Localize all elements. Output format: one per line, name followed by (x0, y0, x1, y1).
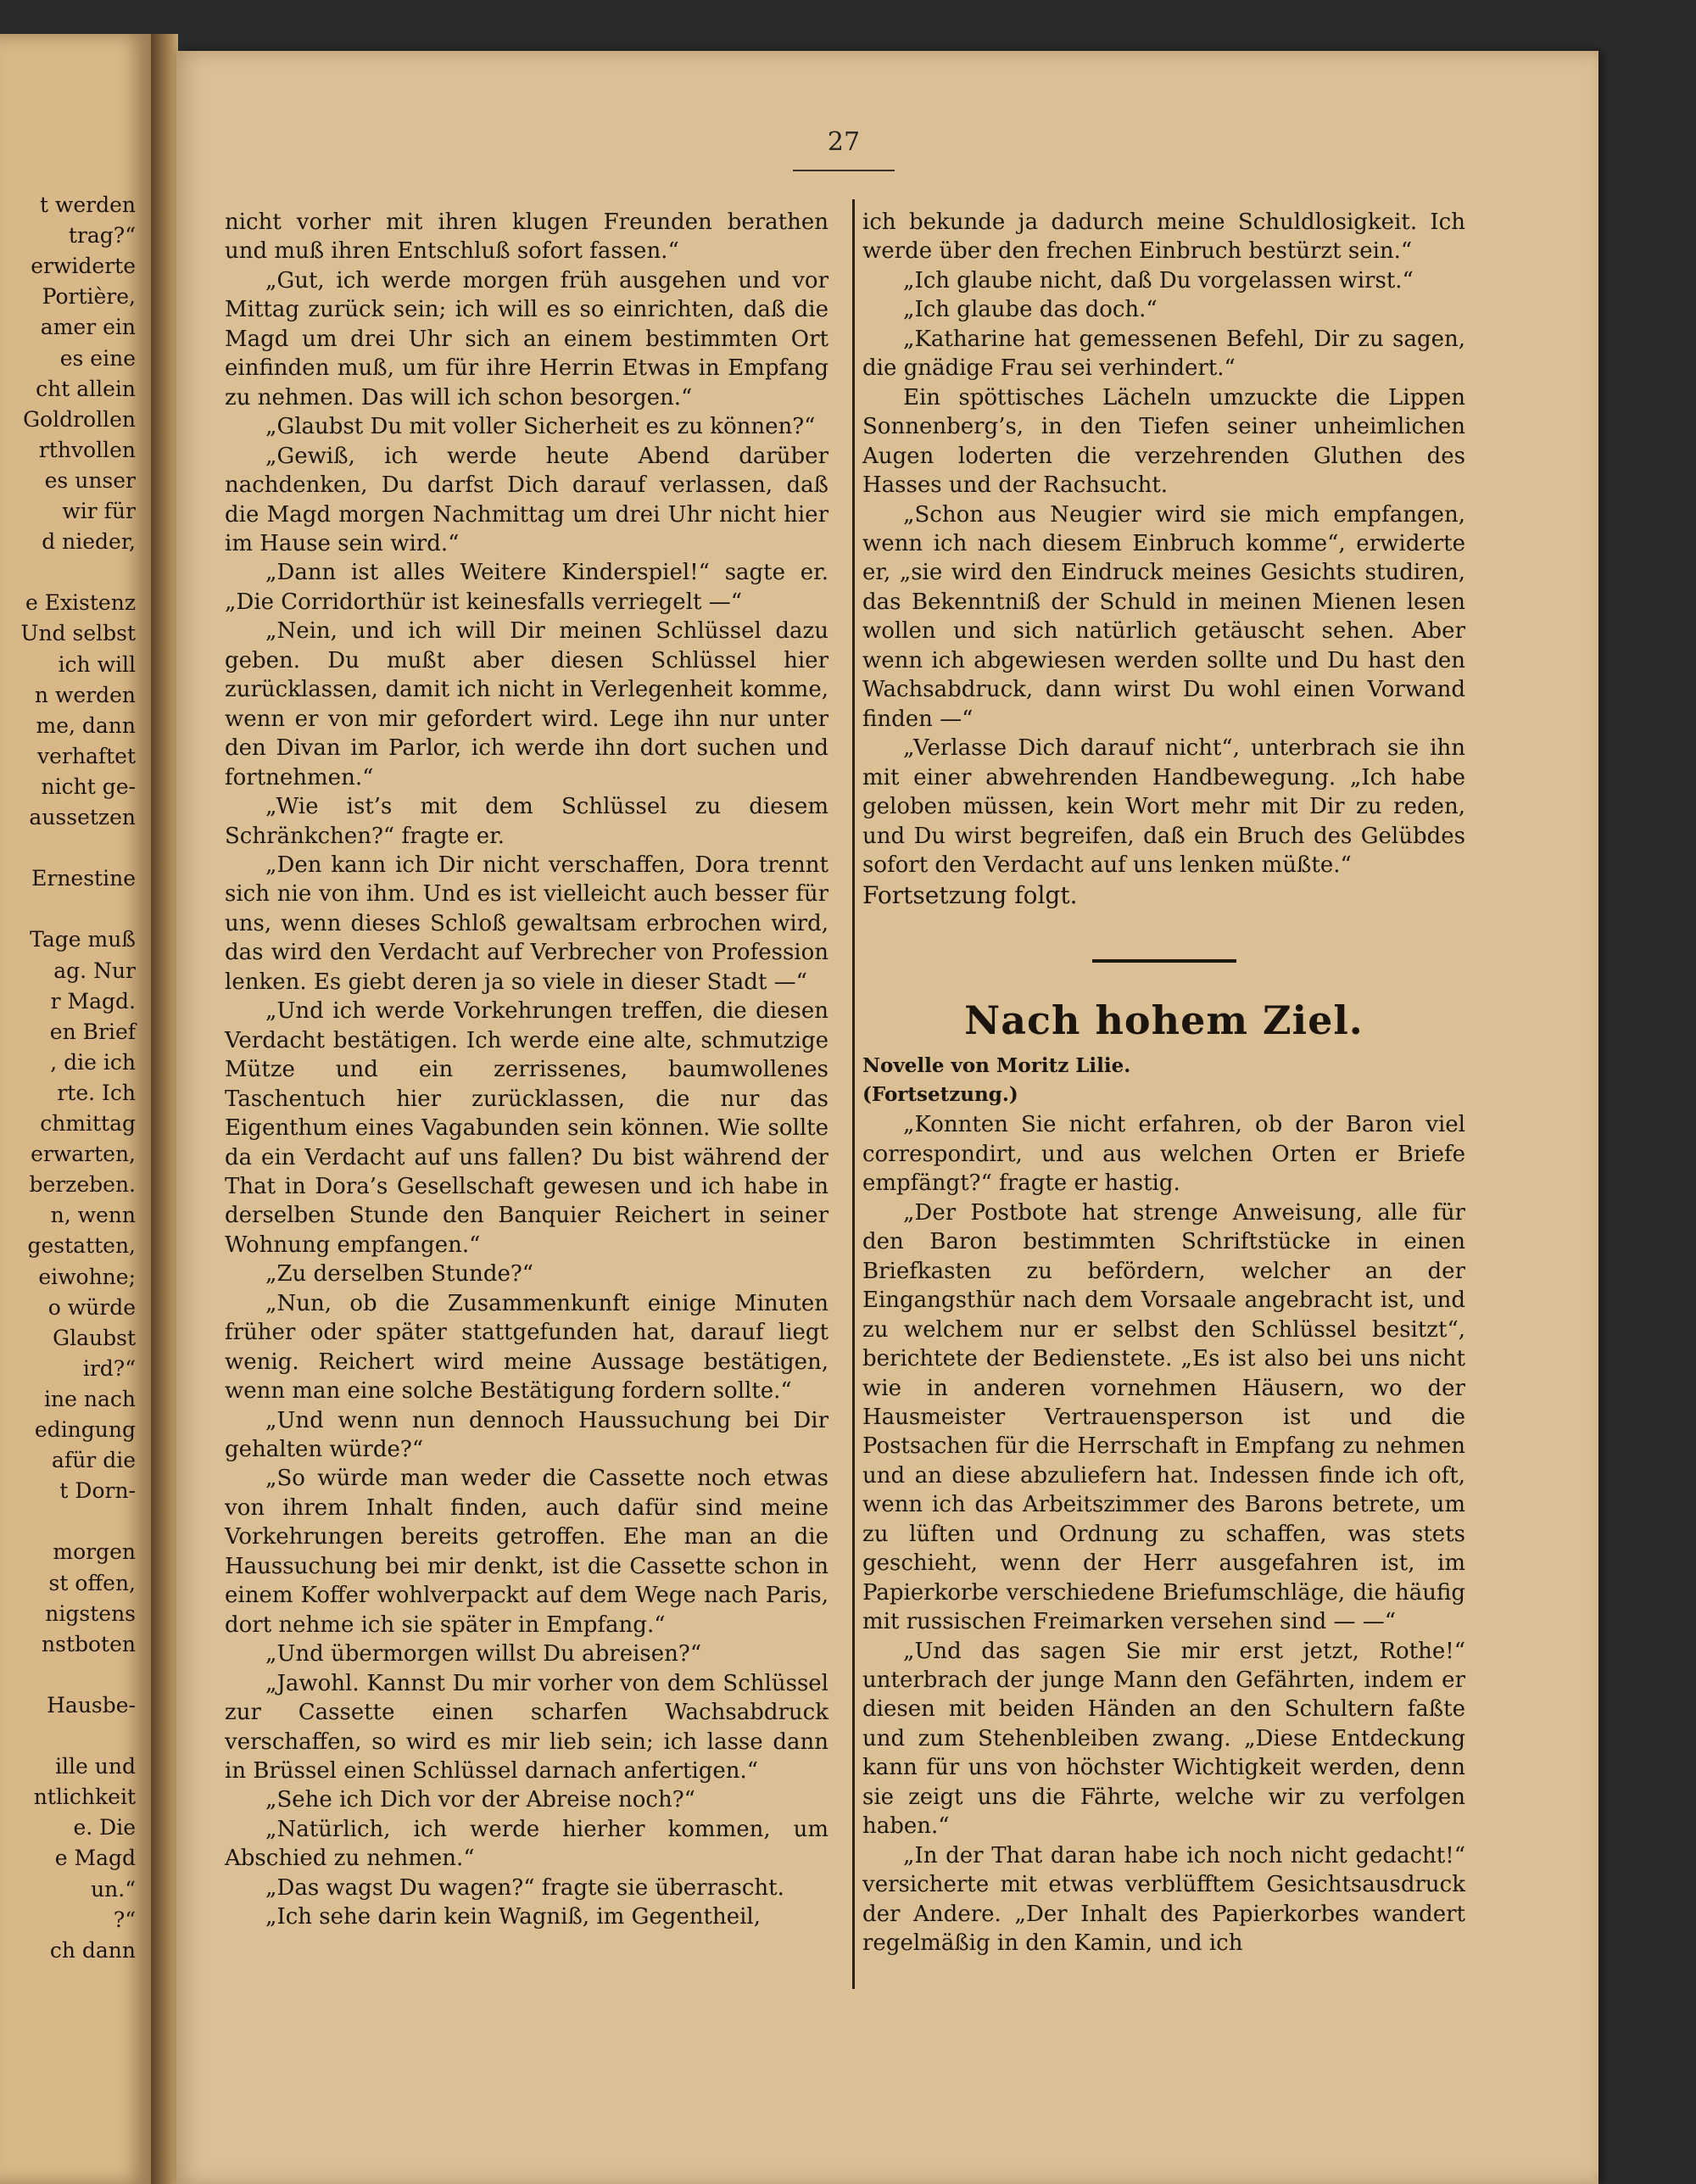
paragraph: „In der That daran habe ich noch nicht gedacht!“ versicherte mit etwas verblüfftem Gesichtsausdruck der Andere. „Der Inhalt des Papierkorbes wandert regelmäßig in den Kamin, und ich (862, 1842, 1465, 1957)
section-separator (1092, 959, 1236, 963)
paragraph: „Natürlich, ich werde hierher kommen, um Abschied zu nehmen.“ (225, 1816, 828, 1872)
left-page-line: afür die (52, 1448, 136, 1473)
left-page-line: trag?“ (68, 223, 136, 249)
paragraph: „Und ich werde Vorkehrungen treffen, die diesen Verdacht bestätigen. Ich werde eine alte, schmutzige Mütze und ein zerrissenes, baumwollenes Taschentuch hier zurücklassen, die nur das Eigenthum eines Vagabunden sein können. Wie sollte da ein Verdacht auf uns fallen? Du bist während der That in Dora’s Gesellschaft gewesen und ich habe in derselben Stunde den Banquier Reichert in seiner Wohnung empfangen.“ (225, 998, 828, 1258)
left-page-line: st offen, (48, 1570, 136, 1595)
left-page-line: nigstens (45, 1600, 136, 1626)
story-subtitle: Novelle von Moritz Lilie. (862, 1054, 1131, 1078)
left-page-line: n, wenn (50, 1203, 136, 1228)
paragraph: „Wie ist’s mit dem Schlüssel zu diesem Schränkchen?“ fragte er. (225, 794, 828, 849)
left-page-line: me, dann (36, 712, 136, 738)
paragraph: „Und das sagen Sie mir erst jetzt, Rothe!“ unterbrach der junge Mann den Gefährten, indem er diesen mit beiden Händen an den Schultern faßte und zum Stehenbleiben zwang. „Diese Entdeckung kann für uns von höchster Wichtigkeit werden, denn sie zeigt uns die Fährte, welche wir zu verfolgen haben.“ (862, 1638, 1465, 1840)
paragraph: „Und wenn nun dennoch Haussuchung bei Dir gehalten würde?“ (225, 1407, 828, 1463)
left-page-line: erwiderte (31, 254, 136, 279)
paragraph: ich bekunde ja dadurch meine Schuldlosigkeit. Ich werde über den frechen Einbruch bestürzt sein.“ (862, 209, 1465, 265)
left-page-line: nicht ge- (41, 774, 136, 799)
paragraph: „Schon aus Neugier wird sie mich empfangen, wenn ich nach diesem Einbruch komme“, erwiderte er, „sie wird den Eindruck meines Gesichts studiren, das Bekenntniß der Schuld in meinen Mienen lesen wollen und sich natürlich getäuscht sehen. Aber wenn ich abgewiesen werden sollte und Du hast den Wachsabdruck, dann wirst Du wohl einen Vorwand finden —“ (862, 501, 1465, 732)
left-page-line: ine nach (44, 1386, 136, 1411)
left-page-line: eiwohne; (38, 1264, 136, 1289)
page-number: 27 (827, 127, 861, 157)
left-page-line: rte. Ich (57, 1080, 136, 1105)
continuation-note: Fortsetzung folgt. (862, 881, 1078, 910)
left-page-line: ?“ (113, 1907, 136, 1932)
paragraph: „Katharine hat gemessenen Befehl, Dir zu sagen, die gnädige Frau sei verhindert.“ (862, 326, 1465, 382)
left-page-line: Glaubst (53, 1325, 136, 1350)
paragraph: „Und übermorgen willst Du abreisen?“ (265, 1641, 702, 1667)
left-page-line: Goldrollen (23, 406, 136, 432)
paragraph: „Dann ist alles Weitere Kinderspiel!“ sagte er. „Die Corridorthür ist keinesfalls verriegelt —“ (225, 560, 828, 615)
paragraph: „Ich glaube nicht, daß Du vorgelassen wirst.“ (903, 267, 1414, 293)
right-column-text (862, 208, 1465, 880)
left-page-line: aussetzen (29, 805, 136, 829)
paragraph: „Zu derselben Stunde?“ (265, 1261, 534, 1287)
left-page-line: ag. Nur (53, 958, 136, 983)
left-page-edge (0, 34, 151, 2184)
left-page-line: morgen (53, 1539, 136, 1565)
left-page-line: es eine (59, 345, 136, 371)
paragraph: „Jawohl. Kannst Du mir vorher von dem Schlüssel zur Cassette einen scharfen Wachsabdruck verschaffen, so wird es mir lieb sein; ich lasse dann in Brüssel einen Schlüssel darnach anfertigen.“ (225, 1670, 828, 1785)
left-page-line: e Existenz (25, 590, 136, 616)
left-page-line: wir für (62, 499, 136, 523)
left-page-line: edingung (34, 1417, 136, 1442)
left-page-line: d nieder, (42, 529, 136, 555)
left-page-line: ille und (55, 1754, 136, 1779)
left-page-line: gestatten, (27, 1233, 136, 1259)
left-page-line: Ernestine (31, 866, 136, 891)
paragraph: „Nein, und ich will Dir meinen Schlüssel dazu geben. Du mußt aber diesen Schlüssel hier zurücklassen, damit ich nicht in Verlegenheit komme, wenn er von mir gefordert wird. Lege ihn nur unter den Divan im Parlor, ich werde ihn dort suchen und fortnehmen.“ (225, 618, 828, 790)
left-page-line: ntlichkeit (33, 1785, 136, 1810)
left-page-line: ich will (58, 651, 136, 677)
left-page-line: Hausbe- (47, 1692, 136, 1718)
left-page-line: cht allein (36, 376, 136, 401)
right-column (862, 208, 1465, 1958)
left-page-line: ch dann (49, 1937, 136, 1963)
paragraph: Ein spöttisches Lächeln umzuckte die Lippen Sonnenberg’s, in den Tiefen seiner unheimlichen Augen loderten die verzehrenden Gluthen des Hasses und der Rachsucht. (862, 384, 1465, 499)
left-page-line: Tage muß (30, 927, 136, 952)
paragraph: „Gewiß, ich werde heute Abend darüber nachdenken, Du darfst Dich darauf verlassen, daß die Magd morgen Nachmittag um drei Uhr nicht hier im Hause sein wird.“ (225, 443, 828, 556)
left-page-line: berzeben. (29, 1172, 136, 1198)
left-page-line: e Magd (54, 1846, 136, 1871)
header-rule (793, 170, 895, 171)
left-page-line: verhaftet (36, 743, 136, 768)
paragraph: „Der Postbote hat strenge Anweisung, alle für den Baron bestimmten Schriftstücke in einen Briefkasten zu befördern, welcher an der Eingangsthür nach dem Vorsaale angebracht ist, und zu welchem nur er selbst den Schlüssel besitzt“, berichtete der Bedienstete. „Es ist also bei uns nicht wie in anderen vornehmen Häusern, wo der Hausmeister Vertrauensperson ist und die Postsachen für die Herrschaft in Empfang zu nehmen und an diese abzuliefern hat. Indessen finde ich oft, wenn ich das Arbeitszimmer des Barons betrete, um zu lüften und Ordnung zu schaffen, was stets geschieht, wenn der Herr ausgefahren ist, im Papierkorbe verschiedene Briefumschläge, die häufig mit russischen Freimarken versehen sind — —“ (862, 1199, 1465, 1635)
left-page-line: Und selbst (20, 621, 136, 646)
left-page-line: , die ich (50, 1049, 136, 1075)
left-page-line: amer ein (40, 315, 136, 340)
paragraph: „Glaubst Du mit voller Sicherheit es zu können?“ (265, 414, 816, 440)
left-page-line: ird?“ (82, 1355, 136, 1381)
left-column (225, 208, 828, 1932)
left-page-line: en Brief (49, 1019, 136, 1044)
story-text (862, 1110, 1465, 1958)
story-title: Nach hohem Ziel. (964, 997, 1364, 1044)
paragraph: „Ich sehe darin kein Wagniß, im Gegentheil, (265, 1904, 762, 1930)
left-page-line: o würde (47, 1294, 136, 1320)
paragraph: nicht vorher mit ihren klugen Freunden berathen und muß ihren Entschluß sofort fassen.“ (225, 209, 828, 265)
paragraph: „Das wagst Du wagen?“ fragte sie überrascht. (265, 1874, 784, 1901)
left-page-line: e. Die (73, 1815, 136, 1840)
paragraph: „Konnten Sie nicht erfahren, ob der Baron viel correspondirt, und aus welchen Orten er Briefe empfängt?“ fragte er hastig. (862, 1112, 1465, 1197)
left-page-line: nstboten (42, 1631, 136, 1656)
left-page-line: t Dorn- (59, 1478, 136, 1504)
left-page-line: un.“ (91, 1876, 136, 1902)
left-page-line: rthvollen (38, 437, 136, 462)
paragraph: „Den kann ich Dir nicht verschaffen, Dora trennt sich nie von ihm. Und es ist vielleicht auch besser für uns, wenn dieses Schloß gewaltsam erbrochen wird, das wird den Verdacht auf Verbrecher von Profession lenken. Es giebt deren ja so viele in dieser Stadt —“ (225, 852, 828, 995)
left-page-line: n werden (34, 682, 136, 707)
left-page-line: t werden (39, 193, 136, 217)
paragraph: „Sehe ich Dich vor der Abreise noch?“ (265, 1787, 695, 1813)
book-gutter (151, 34, 178, 2184)
paragraph: „Ich glaube das doch.“ (903, 297, 1158, 323)
left-page-line: chmittag (40, 1111, 136, 1136)
left-page-line: r Magd. (50, 988, 136, 1014)
left-page-line: erwarten, (31, 1142, 136, 1167)
paragraph: „So würde man weder die Cassette noch etwas von ihrem Inhalt finden, auch dafür sind meine Vorkehrungen bereits getroffen. Ehe man an die Haussuchung bei mir denkt, ist die Cassette schon in einem Koffer wohlverpackt auf dem Wege nach Paris, dort nehme ich sie später in Empfang.“ (225, 1466, 828, 1638)
story-continuation: (Fortsetzung.) (862, 1083, 1018, 1107)
paragraph: „Nun, ob die Zusammenkunft einige Minuten früher oder später stattgefunden hat, darauf liegt wenig. Reichert wird meine Aussage bestätigen, wenn man eine solche Bestätigung fordern sollte.“ (225, 1290, 828, 1405)
paragraph: „Verlasse Dich darauf nicht“, unterbrach sie ihn mit einer abwehrenden Handbewegung. „Ich habe geloben müssen, kein Wort mehr mit Dir zu reden, und Du wirst begreifen, daß ein Bruch des Gelübdes sofort den Verdacht auf uns lenken müßte.“ (862, 735, 1465, 878)
paragraph: „Gut, ich werde morgen früh ausgehen und vor Mittag zurück sein; ich will es so einrichten, daß die Magd um drei Uhr sich an einem bestimmten Ort einfinden muß, um für ihre Herrin Etwas in Empfang zu nehmen. Das will ich schon besorgen.“ (225, 267, 828, 411)
left-page-line: Portière, (42, 284, 136, 310)
column-divider (852, 199, 855, 1989)
left-page-line: es unser (44, 467, 136, 493)
